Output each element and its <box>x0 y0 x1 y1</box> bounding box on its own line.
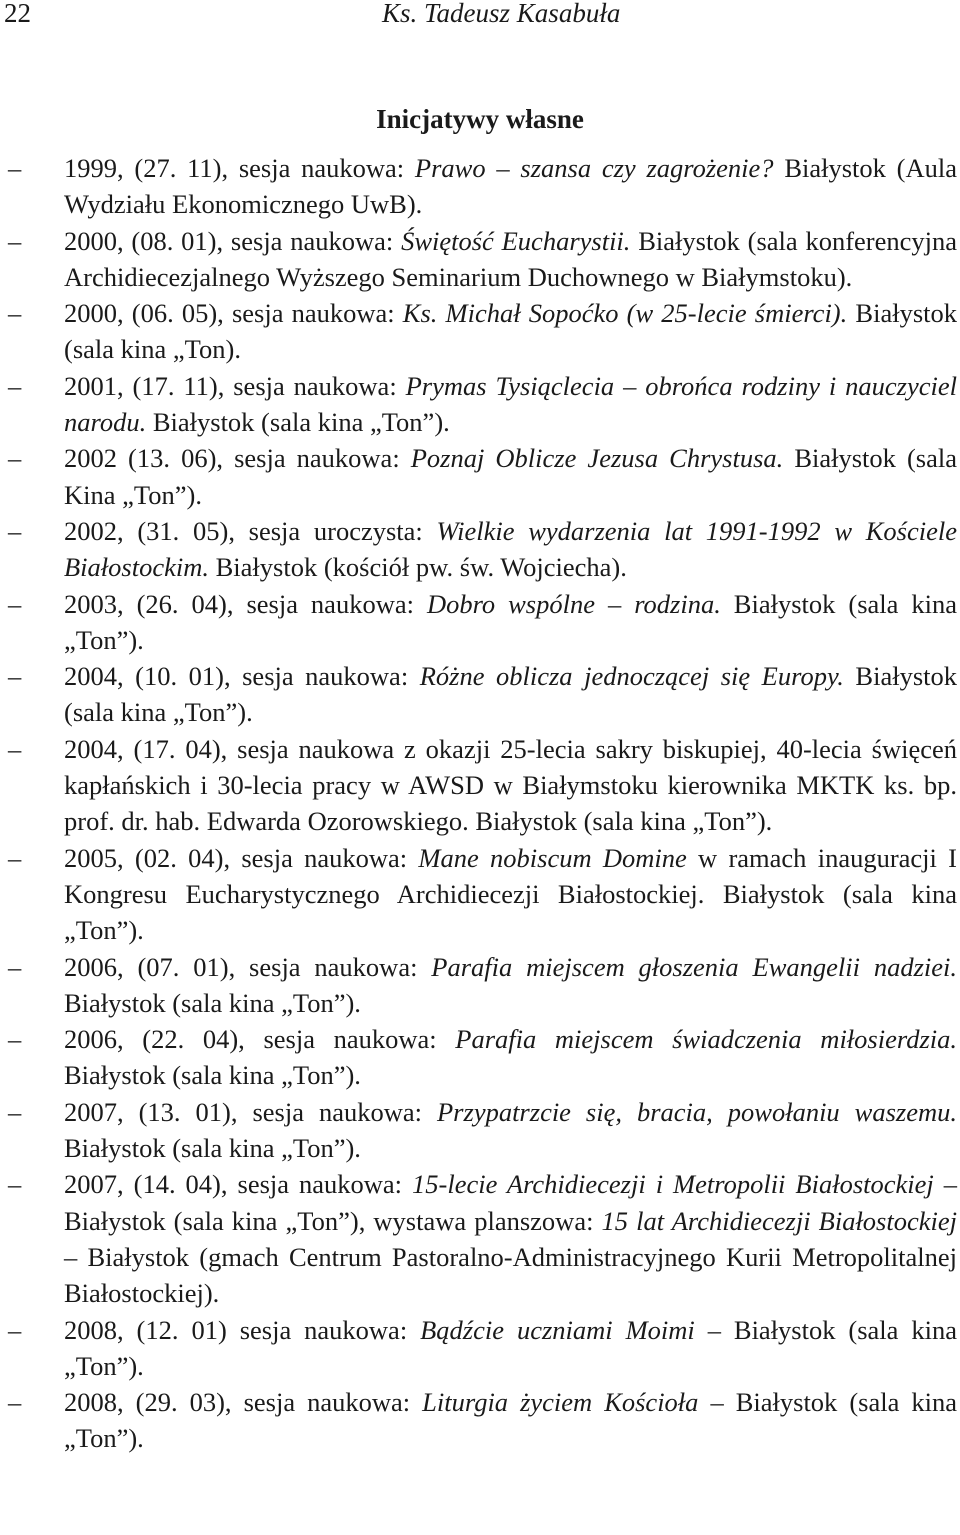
entry-text: 2002 (13. 06), sesja naukowa: <box>64 443 411 474</box>
entry-text: 2000, (08. 01), sesja naukowa: <box>64 225 402 256</box>
list-dash: – <box>8 1314 22 1345</box>
list-item <box>0 150 957 223</box>
entry-text: Białystok (sala kina „Ton). <box>64 298 957 365</box>
entry-text: 2006, (07. 01), sesja naukowa: <box>64 951 432 982</box>
entry-text: – Białystok (gmach Centrum Pastoralno-Administracyjnego Kurii Metropolitalnej Białostockiej). <box>64 1241 957 1309</box>
entry-title: Poznaj Oblicze Jezusa Chrystusa. <box>410 443 784 474</box>
entry-title: Prawo – szansa czy zagrożenie? <box>414 153 774 183</box>
section-heading-text: Inicjatywy własne <box>376 104 584 134</box>
entry-text: Białystok (sala kina „Ton”). <box>64 588 957 655</box>
list-item <box>0 368 957 441</box>
list-dash: – <box>8 153 22 183</box>
entry-text: – Białystok (sala kina „Ton”). <box>64 1314 957 1381</box>
entry-title: Ks. Michał Sopoćko (w 25-lecie śmierci). <box>402 298 848 329</box>
running-head <box>0 0 960 40</box>
entry-text: 2008, (29. 03), sesja naukowa: <box>64 1387 423 1418</box>
list-dash: – <box>8 298 22 329</box>
list-dash: – <box>8 370 22 401</box>
entry-text: 2007, (14. 04), sesja naukowa: <box>64 1169 413 1200</box>
list-dash: – <box>8 661 22 692</box>
list-item <box>0 223 957 296</box>
entry-text: w ramach inauguracji I Kongresu Eucharystycznego Archidiecezji Białostockiej. Białystok (sala kina „Ton”). <box>64 842 958 946</box>
list-item <box>0 731 957 840</box>
section-heading <box>0 104 960 135</box>
entry-title: Różne oblicza jednoczącej się Europy. <box>419 661 844 692</box>
entry-text: Białystok (kościół pw. św. Wojciecha). <box>209 552 627 583</box>
entry-text: Białystok (sala konferencyjna Archidiecezjalnego Wyższego Seminarium Duchownego w Białymstoku). <box>64 225 957 292</box>
entry-title: 15 lat Archidiecezji Białostockiej <box>601 1205 957 1236</box>
entry-text: Białystok (sala kina „Ton”). <box>64 1060 361 1091</box>
entry-text: 2004, (17. 04), sesja naukowa z okazji 25-lecia sakry biskupiej, 40-lecia święceń kapłańskich i 30-lecia pracy w AWSD w Białymstoku kierownika MKTK ks. bp. prof. dr. hab. Edwarda Ozorowskiego. Białystok (sala kina „Ton”). <box>64 733 957 837</box>
list-dash: – <box>8 225 22 256</box>
list-item <box>0 658 957 731</box>
entry-text: 2003, (26. 04), sesja naukowa: <box>64 588 427 619</box>
entry-text: Białystok (Aula Wydziału Ekonomicznego UwB). <box>64 153 958 220</box>
entry-title: Mane nobiscum Domine <box>418 842 687 873</box>
entry-title: Wielkie wydarzenia lat 1991-1992 w Kościele Białostockim. <box>64 515 957 583</box>
list-dash: – <box>8 515 22 546</box>
entry-text: Białystok (sala kina „Ton”). <box>64 661 957 728</box>
list-item <box>0 586 957 659</box>
entry-text: 2000, (06. 05), sesja naukowa: <box>64 298 403 329</box>
list-item <box>0 295 957 368</box>
list-item <box>0 840 957 949</box>
entry-title: Przypatrzcie się, bracia, powołaniu waszemu. <box>437 1096 957 1127</box>
page-number: 22 <box>4 0 31 28</box>
entry-text: 2002, (31. 05), sesja uroczysta: <box>64 515 437 546</box>
initiatives-list <box>0 150 960 1457</box>
entry-title: Parafia miejscem świadczenia miłosierdzia. <box>455 1024 957 1055</box>
entry-text: Białystok (sala kina „Ton”). <box>64 1133 361 1164</box>
list-dash: – <box>8 842 22 873</box>
entry-text: Białystok (sala kina „Ton”). <box>64 987 361 1018</box>
entry-text: 2005, (02. 04), sesja naukowa: <box>64 842 419 873</box>
entry-title: Prymas Tysiąclecia – obrońca rodziny i nauczyciel narodu. <box>64 370 957 438</box>
entry-title: Bądźcie uczniami Moimi <box>420 1314 695 1345</box>
entry-title: Dobro wspólne – rodzina. <box>426 588 721 619</box>
list-item <box>0 1021 957 1094</box>
list-dash: – <box>8 733 22 764</box>
entry-text: – Białystok (sala kina „Ton”). <box>64 1387 957 1454</box>
list-item <box>0 1312 957 1385</box>
list-item <box>0 1166 957 1311</box>
entry-text: Białystok (sala kina „Ton”). <box>146 407 450 438</box>
list-item <box>0 1094 957 1167</box>
entry-text: 2007, (13. 01), sesja naukowa: <box>64 1096 437 1127</box>
entry-text: Białystok (sala Kina „Ton”). <box>64 443 957 510</box>
entry-text: 2008, (12. 01) sesja naukowa: <box>64 1314 421 1345</box>
entry-title: Świętość Eucharystii. <box>401 225 631 256</box>
list-dash: – <box>8 1096 22 1127</box>
list-dash: – <box>8 1169 22 1200</box>
list-item <box>0 1384 957 1457</box>
running-title: Ks. Tadeusz Kasabuła <box>382 0 621 28</box>
list-dash: – <box>8 1387 22 1418</box>
entry-title: Liturgia życiem Kościoła <box>422 1387 699 1418</box>
list-dash: – <box>8 443 22 474</box>
list-dash: – <box>8 588 22 619</box>
list-item <box>0 440 957 513</box>
list-item <box>0 513 957 586</box>
entry-text: 2006, (22. 04), sesja naukowa: <box>64 1024 456 1055</box>
entry-text: 1999, (27. 11), sesja naukowa: <box>64 153 415 183</box>
entry-title: 15-lecie Archidiecezji i Metropolii Białostockiej <box>412 1169 934 1200</box>
entry-text: 2004, (10. 01), sesja naukowa: <box>64 661 420 692</box>
list-dash: – <box>8 1024 22 1055</box>
entry-title: Parafia miejscem głoszenia Ewangelii nadziei. <box>431 951 958 982</box>
list-item <box>0 949 957 1022</box>
entry-text: 2001, (17. 11), sesja naukowa: <box>64 370 406 401</box>
entry-text: – Białystok (sala kina „Ton”), wystawa planszowa: <box>64 1169 958 1236</box>
list-dash: – <box>8 951 22 982</box>
